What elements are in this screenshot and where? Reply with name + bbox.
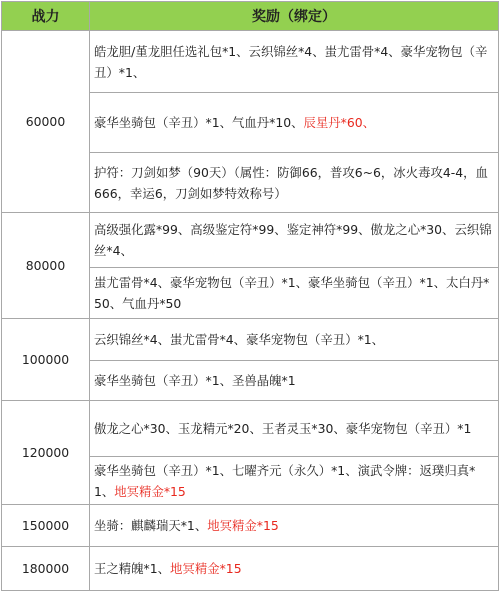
reward-cell [90, 361, 499, 401]
reward-cell [90, 505, 499, 547]
table-row [2, 213, 499, 268]
reward-text: 豪华坐骑包（辛丑）*1、气血丹*10、 [94, 115, 304, 130]
header-power: 战力 [2, 2, 90, 31]
reward-highlight: 地冥精金*15 [170, 561, 242, 576]
header-reward: 奖励（绑定） [90, 2, 499, 31]
reward-highlight: 地冥精金*15 [114, 483, 186, 499]
reward-text: 云织锦丝*4、蚩尤雷骨*4、豪华宠物包（辛丑）*1、 [94, 332, 385, 347]
power-cell: 180000 [2, 547, 90, 591]
reward-text: 豪华坐骑包（辛丑）*1、七曜齐元（永久）*1、演武令牌：返璞归真*1、 [94, 462, 476, 499]
reward-highlight: 辰星丹*60、 [303, 115, 376, 130]
reward-cell [90, 31, 499, 93]
reward-text: 护符：刀剑如梦（90天）（属性：防御66，普攻6~6，冰火毒攻4-4，血666，幸运6，刀剑如梦特效称号） [94, 164, 488, 201]
reward-cell [90, 319, 499, 361]
reward-table [1, 1, 499, 591]
table-row [2, 547, 499, 591]
reward-text: 豪华坐骑包（辛丑）*1、圣兽晶魄*1 [94, 373, 296, 388]
reward-cell [90, 401, 499, 457]
table-header-row [2, 2, 499, 31]
reward-text: 傲龙之心*30、玉龙精元*20、王者灵玉*30、豪华宠物包（辛丑）*1 [94, 421, 472, 436]
reward-cell [90, 268, 499, 319]
table-row [2, 401, 499, 457]
power-cell: 60000 [2, 31, 90, 213]
table-row [2, 31, 499, 93]
reward-highlight: 地冥精金*15 [207, 518, 279, 533]
power-cell: 150000 [2, 505, 90, 547]
reward-text: 王之精魄*1、 [94, 561, 171, 576]
table-row [2, 319, 499, 361]
reward-text: 坐骑：麒麟瑞天*1、 [94, 518, 208, 533]
table-row [2, 505, 499, 547]
reward-text: 高级强化露*99、高级鉴定符*99、鉴定神符*99、傲龙之心*30、云织锦丝*4、 [94, 222, 492, 258]
power-cell: 120000 [2, 401, 90, 505]
reward-cell [90, 457, 499, 505]
reward-cell [90, 93, 499, 153]
reward-cell [90, 213, 499, 268]
reward-cell [90, 153, 499, 213]
reward-cell [90, 547, 499, 591]
reward-text: 皓龙胆/堇龙胆任选礼包*1、云织锦丝*4、蚩尤雷骨*4、豪华宠物包（辛丑）*1、 [94, 43, 488, 80]
power-cell: 100000 [2, 319, 90, 401]
power-cell: 80000 [2, 213, 90, 319]
reward-text: 蚩尤雷骨*4、豪华宠物包（辛丑）*1、豪华坐骑包（辛丑）*1、太白丹*50、气血丹*50 [94, 275, 490, 311]
